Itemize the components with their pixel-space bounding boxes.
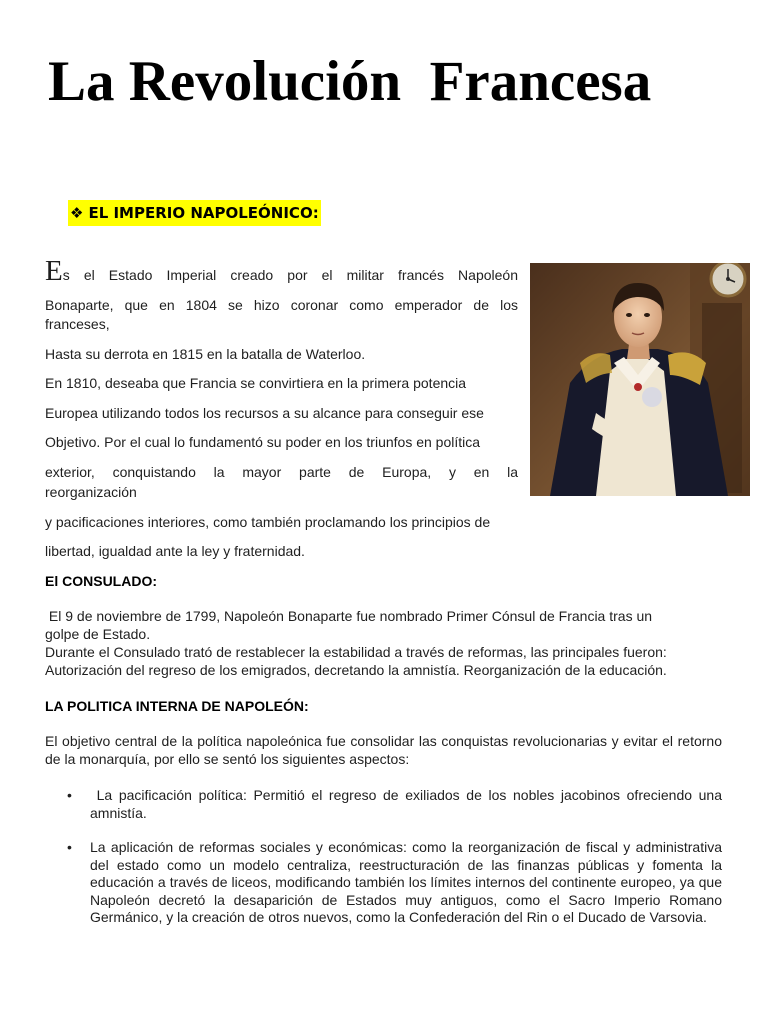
intro-paragraph-line-3: franceses, — [45, 316, 110, 332]
bullet-dot-icon: • — [67, 839, 72, 855]
diamond-bullet-icon: ❖ — [70, 204, 84, 222]
intro-paragraph-line-2: Bonaparte, que en 1804 se hizo coronar como emperador de los — [45, 297, 518, 313]
list-item-text: La pacificación política: Permitió el regreso de exiliados de los nobles jacobinos ofreciendo una amnistía. — [90, 787, 726, 821]
section-heading-imperio — [68, 200, 321, 226]
list-item — [45, 839, 722, 927]
intro-text-1: s el Estado Imperial creado por el militar francés Napoleón — [62, 267, 518, 283]
list-item — [45, 787, 726, 822]
page-title: La Revolución Francesa — [48, 50, 652, 113]
intro-paragraph-7: y pacificaciones interiores, como también proclamando los principios de — [45, 514, 491, 530]
bullet-dot-icon: • — [67, 787, 72, 803]
politica-heading: LA POLITICA INTERNA DE NAPOLEÓN: — [45, 698, 309, 714]
intro-paragraph-6: exterior, conquistando la mayor parte de Europa, y en la — [45, 464, 518, 480]
intro-paragraph-4: Europea utilizando todos los recursos a su alcance para conseguir ese — [45, 405, 484, 421]
consulado-line-1: El 9 de noviembre de 1799, Napoleón Bonaparte fue nombrado Primer Cónsul de Francia tras un — [45, 608, 653, 624]
list-item-text: La aplicación de reformas sociales y económicas: como la reorganización de fiscal y administrativa del estado como un modelo centraliza, reestructuración de las finanzas públicas y fomenta la educación a través de liceos, modificando también los límites internos del continente europeo, ya que Napoleón decretó la desaparición de Estados muy antiguos, como el Sacro Imperio Romano Germánico, y la creación de otros nuevos, como la Confederación del Rin o el Ducado de Varsovia. — [90, 839, 722, 925]
napoleon-portrait-image — [530, 263, 750, 496]
intro-paragraph-2: Hasta su derrota en 1815 en la batalla de Waterloo. — [45, 346, 366, 362]
intro-paragraph-5: Objetivo. Por el cual lo fundamentó su poder en los triunfos en política — [45, 434, 481, 450]
drop-cap: E — [45, 255, 63, 287]
intro-paragraph-line-1 — [45, 255, 518, 287]
consulado-heading: El CONSULADO: — [45, 573, 157, 589]
intro-paragraph-8: libertad, igualdad ante la ley y fraternidad. — [45, 543, 305, 559]
section-heading-text: EL IMPERIO NAPOLEÓNICO: — [88, 204, 319, 222]
consulado-line-3: Durante el Consulado trató de restablecer la estabilidad a través de reformas, las principales fueron: — [45, 644, 667, 660]
intro-paragraph-6-cont: reorganización — [45, 484, 137, 500]
consulado-line-2: golpe de Estado. — [45, 626, 151, 642]
intro-paragraph-3: En 1810, deseaba que Francia se convirtiera en la primera potencia — [45, 375, 467, 391]
politica-intro: El objetivo central de la política napoleónica fue consolidar las conquistas revolucionarias y evitar el retorno de la monarquía, por ello se sentó los siguientes aspectos: — [45, 733, 722, 767]
politica-bullet-list — [45, 787, 726, 927]
consulado-line-4: Autorización del regreso de los emigrados, decretando la amnistía. Reorganización de la educación. — [45, 662, 667, 678]
